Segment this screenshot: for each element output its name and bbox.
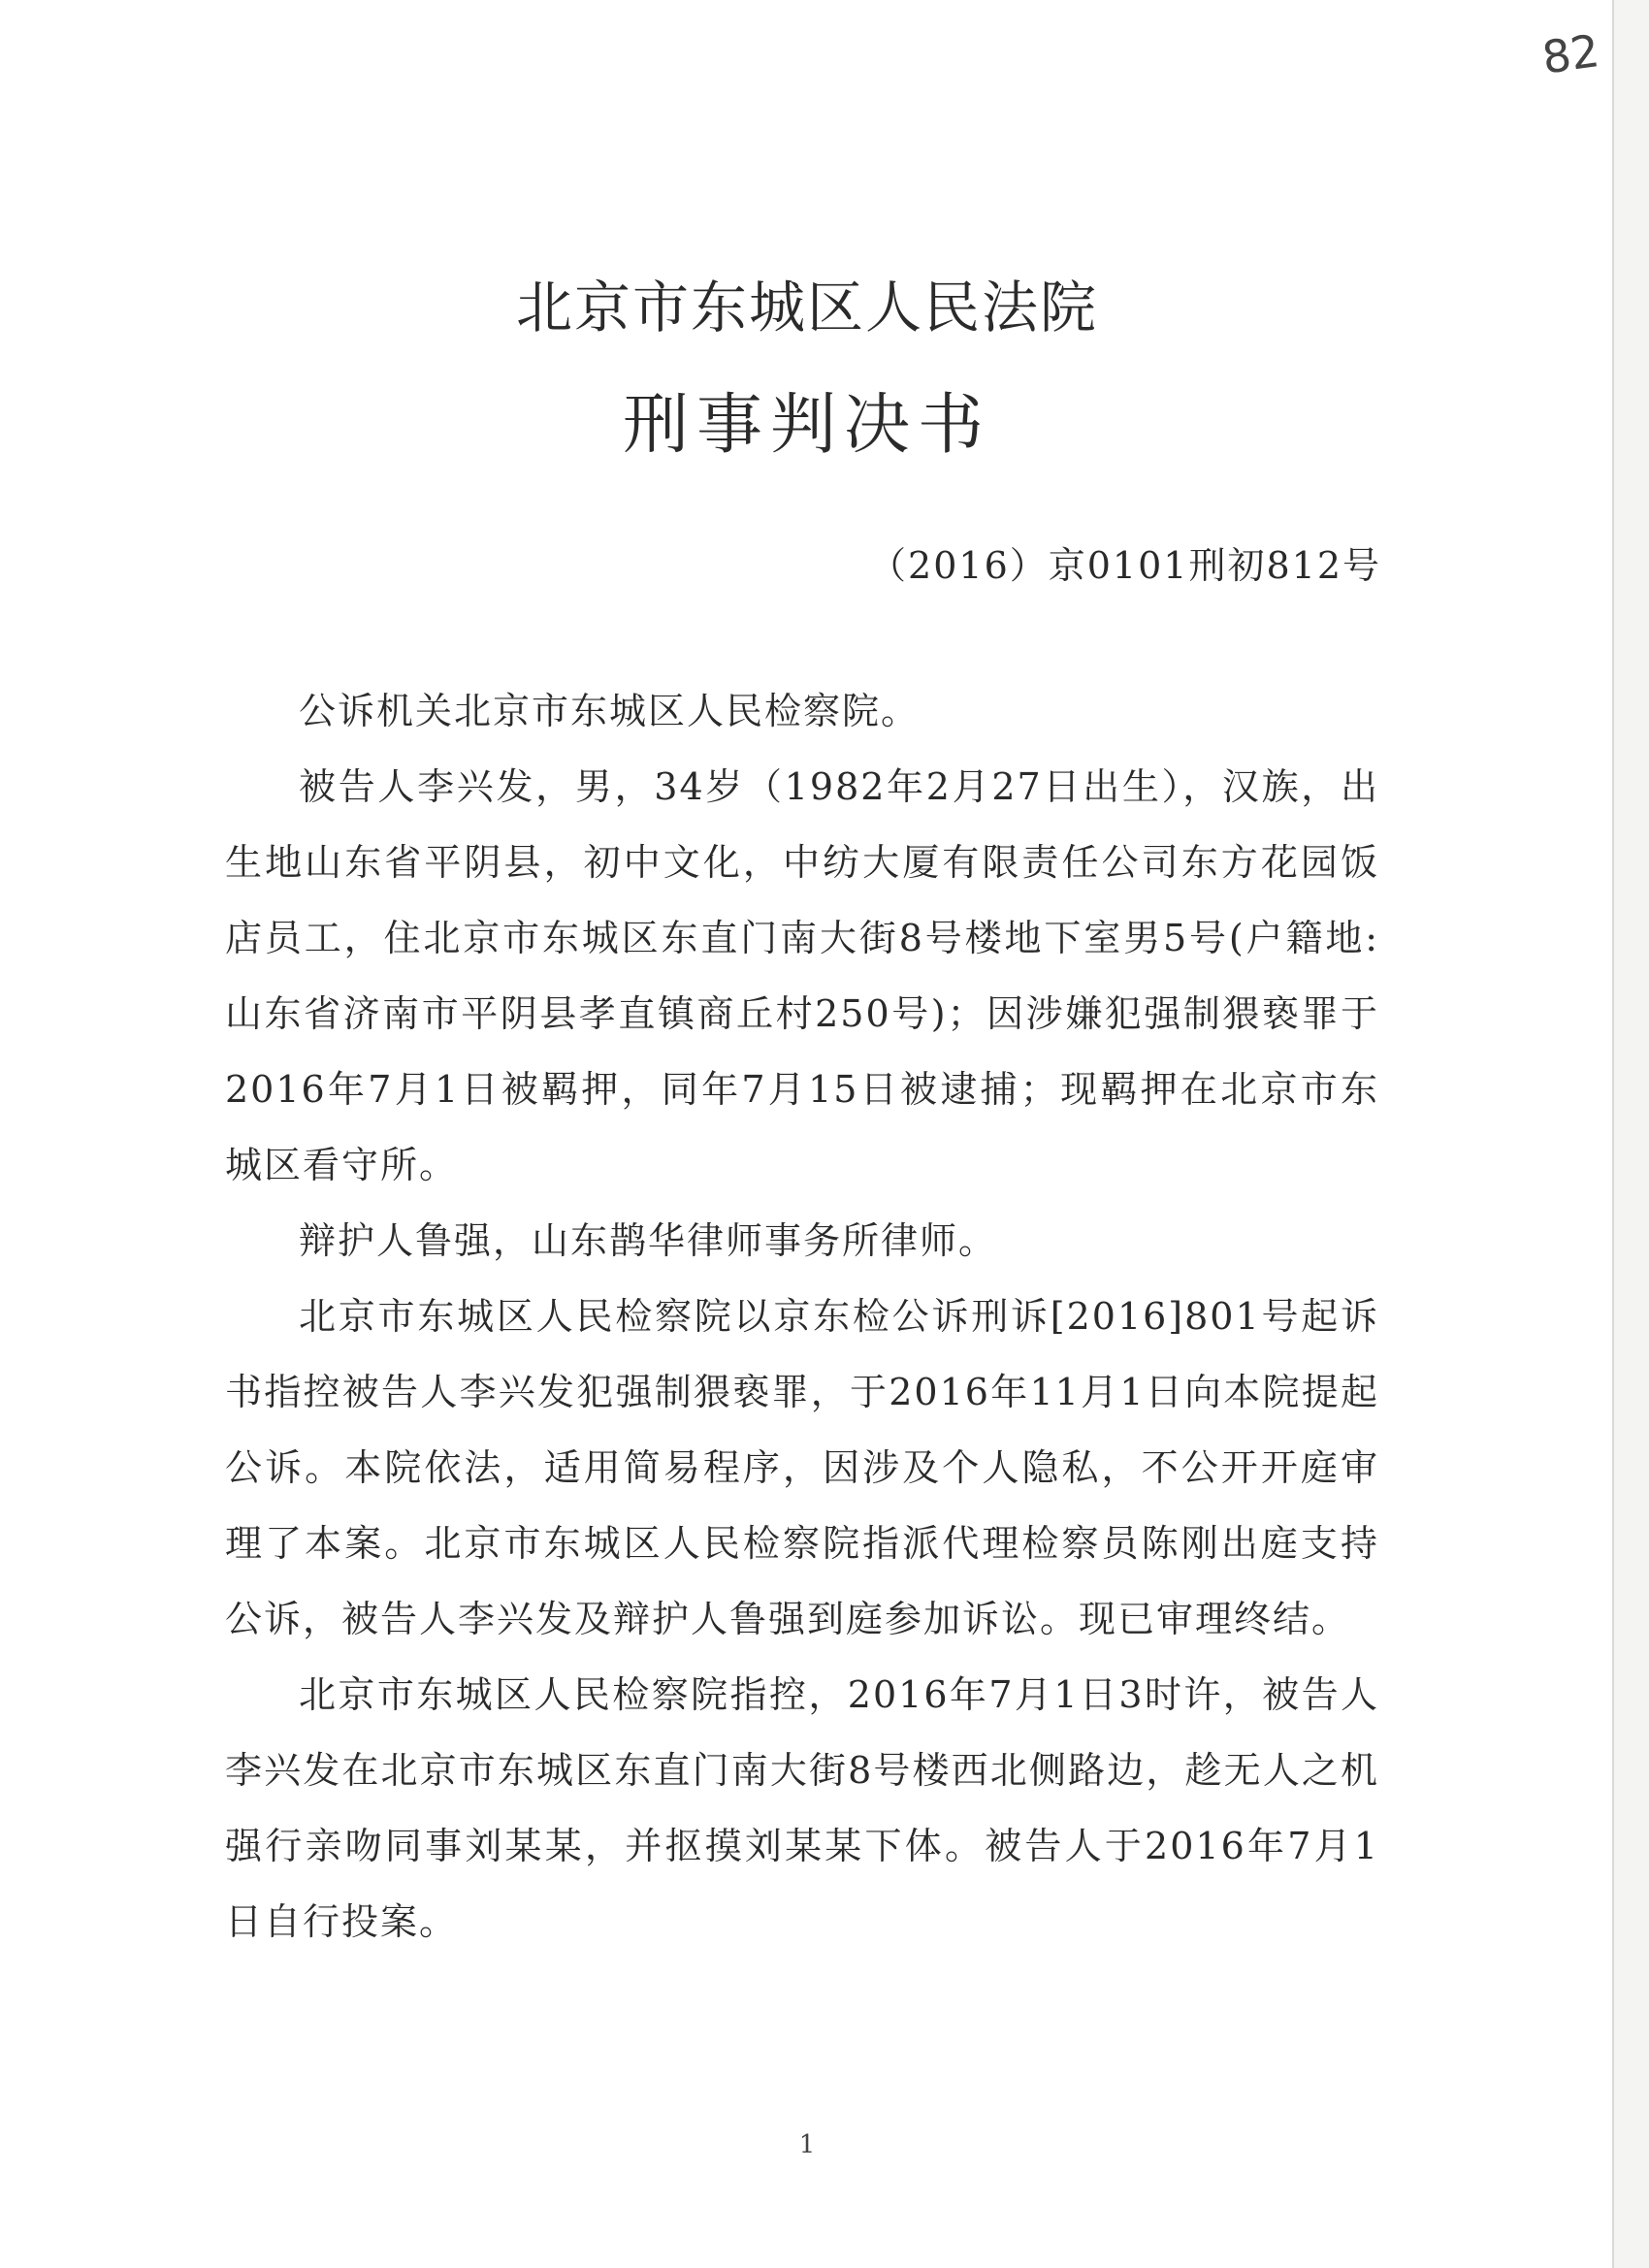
judgment-body [225,673,1379,1960]
paragraph-defendant: 被告人李兴发，男，34岁（1982年2月27日出生），汉族，出生地山东省平阴县，初中文化，中纺大厦有限责任公司东方花园饭店员工，住北京市东城区东直门南大街8号楼地下室男5号(户籍地:山东省济南市平阴县孝直镇商丘村250号)；因涉嫌犯强制猥亵罪于2016年7月1日被羁押，同年7月15日被逮捕；现羁押在北京市东城区看守所。 [225,765,1379,1186]
court-name: 北京市东城区人民法院 [515,275,1098,340]
paragraph-procedure: 北京市东城区人民检察院以京东检公诉刑诉[2016]801号起诉书指控被告人李兴发犯强制猥亵罪，于2016年11月1日向本院提起公诉。本院依法，适用简易程序，因涉及个人隐私，不公开开庭审理了本案。北京市东城区人民检察院指派代理检察员陈刚出庭支持公诉，被告人李兴发及辩护人鲁强到庭参加诉讼。现已审理终结。 [225,1295,1379,1640]
handwritten-page-number: 82 [1538,23,1603,84]
paragraph-defender: 辩护人鲁强，山东鹊华律师事务所律师。 [299,1219,998,1262]
paragraph-prosecutor: 公诉机关北京市东城区人民检察院。 [299,690,921,732]
page-number: 1 [798,2130,816,2159]
document-title: 刑事判决书 [622,387,991,464]
paragraph-charges: 北京市东城区人民检察院指控，2016年7月1日3时许，被告人李兴发在北京市东城区东直门南大街8号楼西北侧路边，趁无人之机强行亲吻同事刘某某，并抠摸刘某某下体。被告人于2016年7月1日自行投案。 [225,1673,1379,1943]
case-number: （2016）京0101刑初812号 [869,544,1381,587]
